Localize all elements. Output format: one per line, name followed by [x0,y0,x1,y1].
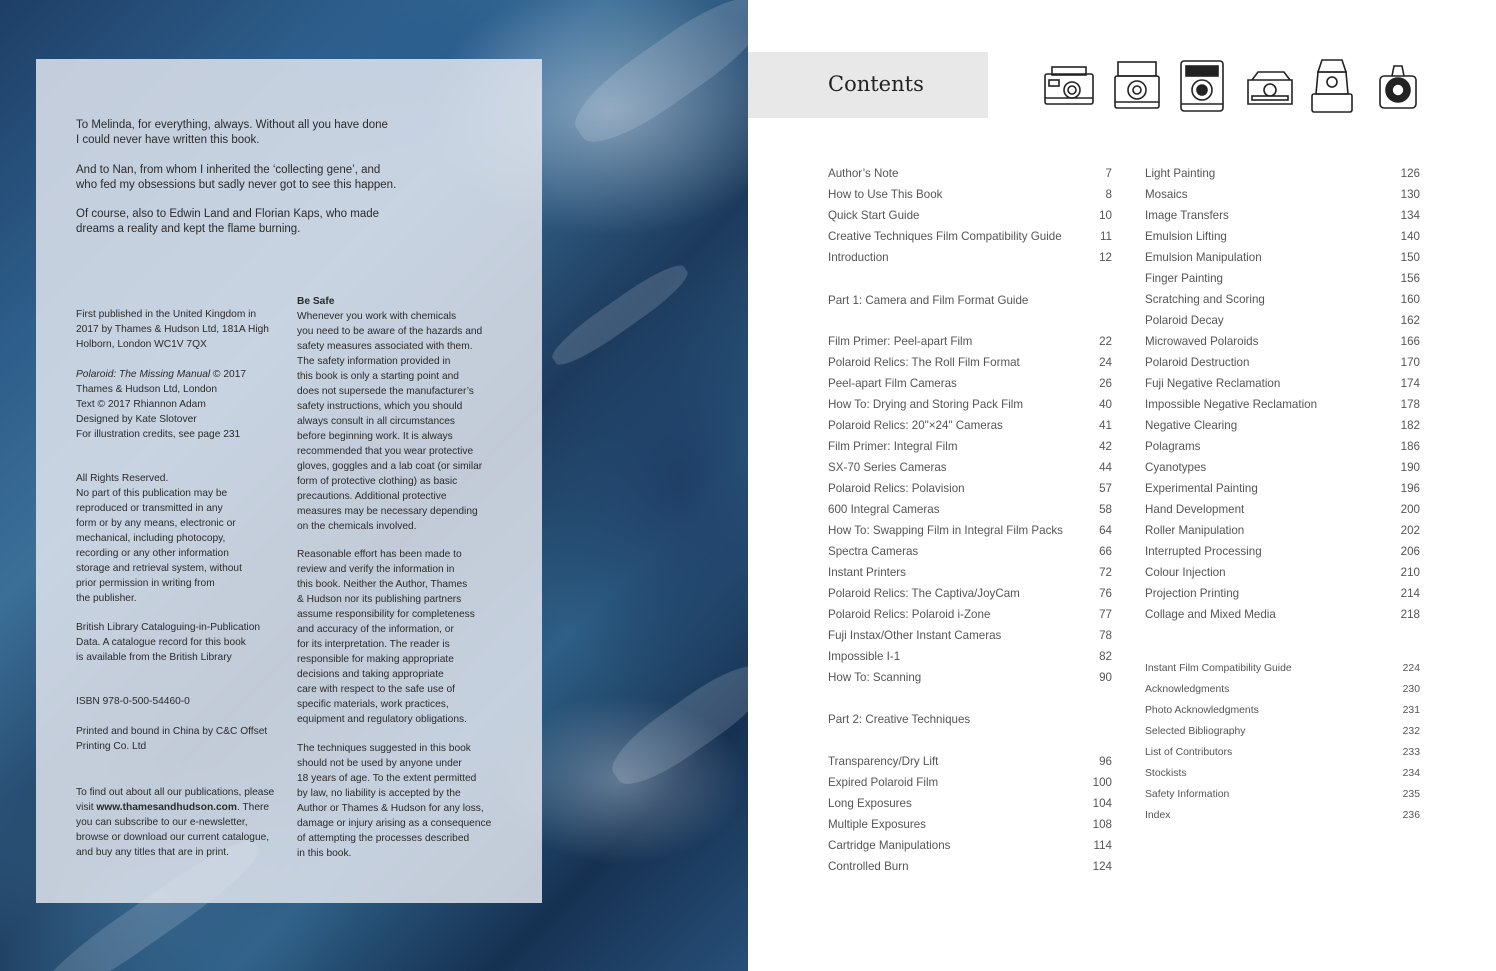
toc-entry-title: How to Use This Book [828,188,943,201]
toc-entry-title: Multiple Exposures [828,818,926,831]
toc-entry-title: Polaroid Destruction [1145,356,1250,369]
toc-entry-page: 178 [1400,398,1420,411]
toc-entry-title: Cartridge Manipulations [828,839,951,852]
toc-entry-page: 190 [1400,461,1420,474]
be-safe-paragraph-2: Reasonable effort has been made to review and verify the information in this book. Neither the Author, Thames & Hudson nor its publishing partners assume responsibility for completeness and accuracy of the information, or for its interpretation. The reader is responsible for making appropriate decisions and taking appropriate care with respect to the safe use of specific materials, work practices, equipment and regulatory obligations. [297,549,475,725]
toc-entry[interactable] [1145,272,1420,293]
right-page-contents [748,0,1496,971]
toc-entry[interactable] [828,671,1112,692]
part1-heading: Part 1: Camera and Film Format Guide [828,294,1029,307]
texture-streak [602,653,748,797]
toc-entry-page: 108 [1092,818,1112,831]
toc-entry-title: Hand Development [1145,503,1245,516]
toc-entry[interactable] [1145,335,1420,356]
toc-entry-page: 42 [1099,440,1112,453]
publications-note [76,785,291,860]
toc-entry-title: Polaroid Relics: The Roll Film Format [828,356,1020,369]
printed-statement: Printed and bound in China by C&C Offset Printing Co. Ltd [76,726,268,752]
toc-entry[interactable] [1145,608,1420,629]
be-safe-paragraph-3: The techniques suggested in this book should not be used by anyone under 18 years of age. To the extent permitted by law, no liability is accepted by the Author or Thames & Hudson for any loss, damage or injury arising as a consequence of attempting the processes described in this book. [297,743,492,859]
pack-film-camera-icon [1112,58,1162,114]
toc-entry-title: List of Contributors [1145,747,1233,758]
toc-entry-page: 114 [1093,839,1112,852]
toc-entry[interactable] [828,776,1112,797]
toc-entry-page: 8 [1105,188,1112,201]
toc-entry[interactable] [828,461,1112,482]
toc-entry-title: Introduction [828,251,889,264]
toc-entry-title: Colour Injection [1145,566,1226,579]
toc-entry-page: 160 [1400,293,1420,306]
toc-entry-page: 134 [1400,209,1420,222]
toc-entry-page: 76 [1099,587,1112,600]
toc-entry-title: Microwaved Polaroids [1145,335,1259,348]
toc-entry-title: Image Transfers [1145,209,1229,222]
toc-entry-page: 170 [1400,356,1420,369]
toc-entry-page: 130 [1400,188,1420,201]
toc-entry[interactable] [828,251,1112,272]
toc-entry-title: Creative Techniques Film Compatibility Guide [828,230,1062,243]
toc-entry-page: 206 [1400,545,1420,558]
publications-note-pre: To find out about all our publications, please visit [76,787,275,813]
toc-entry-page: 66 [1099,545,1112,558]
toc-entry-page: 126 [1400,167,1420,180]
toc-entry-title: Spectra Cameras [828,545,919,558]
dedication-nan: And to Nan, from whom I inherited the ‘collecting gene’, and who fed my obsessions but sadly never got to see this happen. [76,164,397,191]
toc-entry-title: Long Exposures [828,797,912,810]
toc-entry[interactable] [828,356,1112,377]
toc-entry-title: How To: Scanning [828,671,922,684]
toc-entry-page: 96 [1099,755,1112,768]
toc-entry-title: Stockists [1145,768,1187,779]
toc-entry-page: 186 [1400,440,1420,453]
first-published: First published in the United Kingdom in 2017 by Thames & Hudson Ltd, 181A High Holborn, London WC1V 7QX [76,309,269,350]
toc-entry-title: How To: Drying and Storing Pack Film [828,398,1024,411]
toc-entry-title: Expired Polaroid Film [828,776,939,789]
toc-entry-page: 100 [1092,776,1112,789]
toc-entry-title: Light Painting [1145,167,1216,180]
toc-entry[interactable] [828,797,1112,818]
toc-entry-page: 104 [1092,797,1112,810]
toc-entry[interactable] [828,440,1112,461]
toc-entry-page: 150 [1400,251,1420,264]
colophon-panel [36,59,542,903]
toc-entry-title: 600 Integral Cameras [828,503,940,516]
toc-entry-page: 22 [1099,335,1112,348]
toc-entry[interactable] [828,839,1112,860]
toc-entry[interactable] [1145,747,1420,768]
toc-entry[interactable] [828,335,1112,356]
publisher-url-link[interactable]: www.thamesandhudson.com [96,802,237,813]
toc-entry-page: 24 [1099,356,1112,369]
toc-entry[interactable] [1145,587,1420,608]
toc-entry-page: 162 [1400,314,1420,327]
toc-entry-page: 7 [1105,167,1112,180]
toc-entry[interactable] [828,860,1112,881]
toc-entry[interactable] [828,650,1112,671]
toc-entry-title: Safety Information [1145,789,1230,800]
publications-note-post: . There you can subscribe to our e-newsletter, browse or download our current catalogue, and buy any titles that are in print. [76,802,270,858]
toc-entry-page: 156 [1400,272,1420,285]
toc-entry-page: 235 [1402,789,1420,800]
toc-entry[interactable] [1145,314,1420,335]
land-camera-icon [1042,58,1096,112]
toc-entry-title: Peel-apart Film Cameras [828,377,957,390]
toc-entry-page: 174 [1400,377,1420,390]
toc-entry-page: 200 [1400,503,1420,516]
rights-statement: All Rights Reserved. No part of this publication may be reproduced or transmitted in any form or by any means, electronic or mechanical, including photocopy, recording or any other information storage and retrieval system, without prior permission in writing from the publisher. [76,473,242,604]
toc-entry-title: How To: Swapping Film in Integral Film Packs [828,524,1063,537]
toc-entry-title: Transparency/Dry Lift [828,755,939,768]
toc-entry[interactable] [828,566,1112,587]
toc-entry-title: Film Primer: Peel-apart Film [828,335,973,348]
toc-entry[interactable] [1145,726,1420,747]
toc-entry-title: SX-70 Series Cameras [828,461,947,474]
toc-entry-title: Polaroid Relics: 20"×24" Cameras [828,419,1003,432]
toc-entry[interactable] [1145,209,1420,230]
toc-entry-title: Author’s Note [828,167,899,180]
toc-entry-title: Projection Printing [1145,587,1240,600]
toc-entry-page: 236 [1402,810,1420,821]
toc-entry-title: Scratching and Scoring [1145,293,1265,306]
toc-entry[interactable] [828,818,1112,839]
isbn: ISBN 978-0-500-54460-0 [76,696,190,707]
toc-entry-page: 140 [1400,230,1420,243]
toc-entry[interactable] [828,230,1112,251]
toc-entry-page: 231 [1402,705,1420,716]
book-title: Polaroid: The Missing Manual [76,369,211,380]
toc-entry[interactable] [1145,167,1420,188]
toc-entry-page: 233 [1402,747,1420,758]
toc-entry[interactable] [828,419,1112,440]
toc-entry-title: Quick Start Guide [828,209,920,222]
toc-entry-page: 210 [1400,566,1420,579]
toc-entry-title: Acknowledgments [1145,684,1230,695]
toc-entry-page: 90 [1099,671,1112,684]
toc-entry[interactable] [1145,251,1420,272]
toc-entry-page: 64 [1099,524,1112,537]
toc-entry[interactable] [828,503,1112,524]
toc-entry[interactable] [1145,461,1420,482]
toc-entry-page: 234 [1402,768,1420,779]
toc-entry-page: 40 [1099,398,1112,411]
toc-entry-page: 82 [1099,650,1112,663]
toc-entry-title: Instant Printers [828,566,906,579]
toc-entry-page: 57 [1099,482,1112,495]
toc-entry-title: Impossible Negative Reclamation [1145,398,1318,411]
toc-entry[interactable] [1145,356,1420,377]
copyright-block [76,367,286,442]
toc-entry-title: Selected Bibliography [1145,726,1246,737]
toc-entry-page: 124 [1092,860,1112,873]
toc-entry-page: 11 [1099,230,1112,243]
toc-entry[interactable] [828,524,1112,545]
toc-entry[interactable] [828,377,1112,398]
toc-entry-page: 12 [1099,251,1112,264]
toc-entry-title: Polagrams [1145,440,1201,453]
i1-camera-icon [1374,58,1422,114]
toc-entry[interactable] [1145,377,1420,398]
spectra-camera-icon [1244,58,1296,112]
toc-entry[interactable] [1145,566,1420,587]
toc-entry-page: 214 [1400,587,1420,600]
toc-entry[interactable] [828,188,1112,209]
toc-entry[interactable] [1145,684,1420,705]
toc-entry-page: 196 [1400,482,1420,495]
toc-entry-title: Instant Film Compatibility Guide [1145,663,1292,674]
texture-streak [563,0,748,158]
toc-entry[interactable] [828,167,1112,188]
toc-entry-title: Film Primer: Integral Film [828,440,958,453]
toc-entry-title: Cyanotypes [1145,461,1207,474]
toc-entry-title: Fuji Instax/Other Instant Cameras [828,629,1002,642]
toc-entry[interactable] [1145,188,1420,209]
toc-entry-page: 230 [1402,684,1420,695]
toc-entry-page: 166 [1400,335,1420,348]
toc-entry[interactable] [1145,663,1420,684]
toc-entry-title: Finger Painting [1145,272,1223,285]
toc-entry-title: Interrupted Processing [1145,545,1262,558]
toc-entry[interactable] [1145,230,1420,251]
toc-entry[interactable] [1145,398,1420,419]
toc-entry[interactable] [828,587,1112,608]
toc-entry-page: 58 [1099,503,1112,516]
be-safe-paragraph-1: Whenever you work with chemicals you need to be aware of the hazards and safety measures associated with them. The safety information provided in this book is only a starting point and does not supersede the manufacturer’s safety instructions, which you should always consult in all circumstances before beginning work. It is always recommended that you wear protective gloves, goggles and a lab coat (or similar form of protective clothing) as basic precautions. Additional protective measures may be necessary depending on the chemicals involved. [297,311,483,532]
toc-entry-page: 10 [1099,209,1112,222]
toc-entry-page: 202 [1400,524,1420,537]
toc-entry[interactable] [828,755,1112,776]
toc-entry-title: Experimental Painting [1145,482,1258,495]
toc-entry-title: Negative Clearing [1145,419,1238,432]
toc-entry[interactable] [1145,524,1420,545]
toc-entry[interactable] [1145,419,1420,440]
toc-entry-title: Polaroid Relics: Polaroid i-Zone [828,608,991,621]
texture-streak [546,257,694,373]
toc-entry-title: Collage and Mixed Media [1145,608,1276,621]
toc-entry-page: 26 [1099,377,1112,390]
toc-entry-title: Photo Acknowledgments [1145,705,1259,716]
cip-statement: British Library Cataloguing-in-Publication Data. A catalogue record for this book is available from the British Library [76,622,261,663]
toc-entry[interactable] [828,629,1112,650]
toc-entry-title: Polaroid Relics: Polavision [828,482,965,495]
toc-entry-title: Fuji Negative Reclamation [1145,377,1281,390]
toc-entry[interactable] [828,608,1112,629]
toc-entry-title: Polaroid Relics: The Captiva/JoyCam [828,587,1020,600]
page-title: Contents [828,72,924,96]
toc-entry[interactable] [828,482,1112,503]
toc-entry-page: 232 [1402,726,1420,737]
toc-entry[interactable] [828,398,1112,419]
copyright-details: © 2017 Thames & Hudson Ltd, London Text © 2017 Rhiannon Adam Designed by Kate Slotover For illustration credits, see page 231 [76,369,247,440]
toc-entry[interactable] [828,545,1112,566]
toc-entry[interactable] [1145,482,1420,503]
toc-entry[interactable] [828,209,1112,230]
toc-entry-title: Roller Manipulation [1145,524,1245,537]
dedication-land-kaps: Of course, also to Edwin Land and Florian Kaps, who made dreams a reality and kept the flame burning. [76,208,380,235]
toc-entry-page: 77 [1099,608,1112,621]
toc-entry-page: 44 [1099,461,1112,474]
part2-heading: Part 2: Creative Techniques [828,713,971,726]
be-safe-heading: Be Safe [297,296,335,307]
toc-entry[interactable] [1145,293,1420,314]
toc-entry-page: 41 [1099,419,1112,432]
toc-entry-page: 78 [1099,629,1112,642]
toc-entry[interactable] [1145,440,1420,461]
toc-entry[interactable] [1145,503,1420,524]
toc-entry-title: Impossible I-1 [828,650,901,663]
toc-entry-page: 224 [1402,663,1420,674]
toc-entry-title: Emulsion Lifting [1145,230,1227,243]
toc-entry[interactable] [1145,705,1420,726]
onestep-camera-icon [1178,58,1226,114]
toc-entry-title: Index [1145,810,1171,821]
dedication-melinda: To Melinda, for everything, always. Without all you have done I could never have written this book. [76,119,388,146]
toc-entry-title: Mosaics [1145,188,1188,201]
toc-entry-page: 72 [1099,566,1112,579]
sx70-folding-camera-icon [1308,58,1356,120]
toc-entry[interactable] [1145,768,1420,789]
toc-entry[interactable] [1145,789,1420,810]
toc-entry[interactable] [1145,545,1420,566]
toc-entry-page: 182 [1400,419,1420,432]
toc-entry-title: Controlled Burn [828,860,909,873]
toc-entry-page: 218 [1400,608,1420,621]
toc-entry-title: Emulsion Manipulation [1145,251,1262,264]
toc-entry-title: Polaroid Decay [1145,314,1224,327]
toc-entry[interactable] [1145,810,1420,831]
